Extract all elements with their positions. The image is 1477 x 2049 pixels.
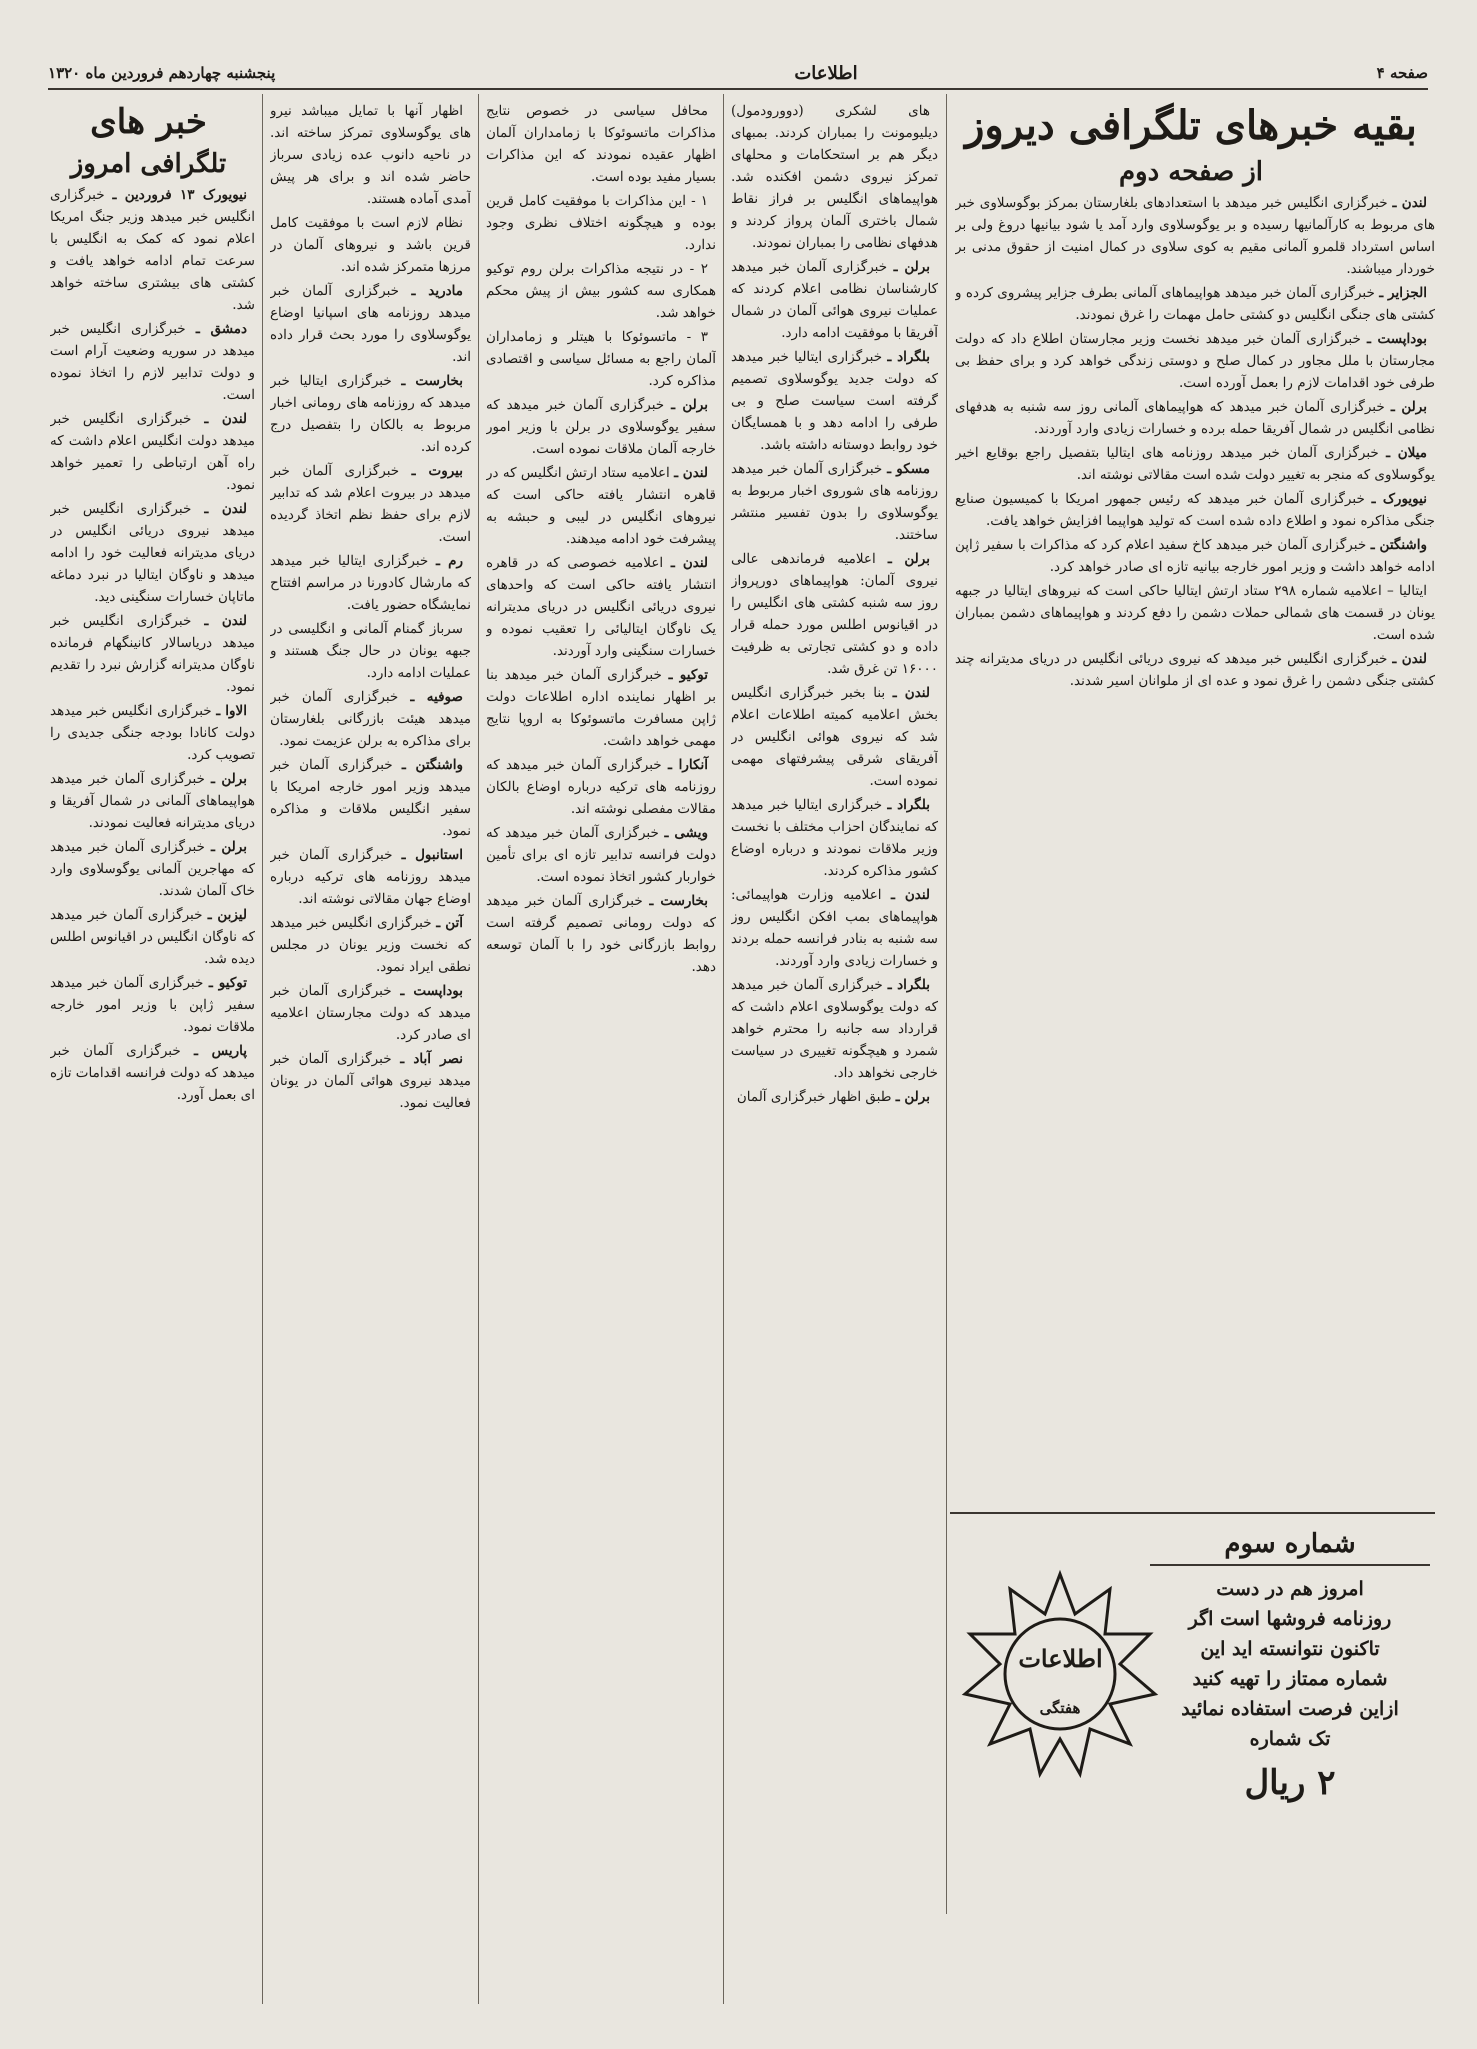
- dateline: آتن ـ: [436, 915, 463, 931]
- news-item: بیروت ـ خبرگزاری آلمان خبر میدهد در بیروت اعلام شد که تدابیر لازم برای حفظ نظم اتخاذ گردیده است.: [270, 463, 471, 545]
- news-item: لیزبن ـ خبرگزاری آلمان خبر میدهد که ناوگان انگلیس در اقیانوس اطلس دیده شد.: [50, 907, 255, 967]
- news-item: بوداپست ـ خبرگزاری آلمان خبر میدهد نخست وزیر مجارستان اطلاع داد که دولت مجارستان با ملل مجاور در کمال صلح و دوستی زندگی خواهد کرد و برای حفظ بی طرفی خود اقدامات لازم را بعمل آورده است.: [955, 331, 1435, 391]
- news-item: برلن ـ خبرگزاری آلمان خبر میدهد که مهاجرین آلمانی یوگوسلاوی وارد خاک آلمان شدند.: [50, 839, 255, 899]
- dateline: میلان ـ: [1386, 445, 1427, 461]
- dateline: بوداپست ـ: [400, 983, 463, 999]
- news-item: برلن ـ خبرگزاری آلمان خبر میدهد کارشناسان نظامی اعلام کردند که عملیات نیروی هوائی آلمان در شمال آفریقا با موفقیت ادامه دارد.: [731, 259, 938, 341]
- news-item: برلن ـ خبرگزاری آلمان خبر میدهد که هواپیماهای آلمانی روز سه شنبه به هدفهای نظامی انگلیس در شمال آفریقا حمله برده و خسارات زیادی وارد آوردند.: [955, 399, 1435, 437]
- dateline: واشنگتن ـ: [1370, 537, 1428, 553]
- dateline: بیروت ـ: [411, 463, 463, 479]
- dateline: بخارست ـ: [649, 893, 709, 909]
- news-item: لندن ـ اعلامیه وزارت هواپیمائی: هواپیماهای بمب افکن انگلیس روز سه شنبه به بنادر فرانسه حمله بردند و خسارات زیادی وارد آوردند.: [731, 887, 938, 969]
- dateline: برلن ـ: [893, 259, 930, 275]
- subheadline: از صفحه دوم: [1118, 157, 1264, 187]
- ad-price: ۲ ریال: [1244, 1763, 1336, 1803]
- ad-line: تاکنون نتوانسته اید این: [1200, 1638, 1380, 1660]
- news-item: نیویورک ـ خبرگزاری آلمان خبر میدهد که رئیس جمهور امریکا با کمیسیون صنایع جنگی مذاکره نمود و اطلاع داده شده است که تولید هواپیما افزایش خواهد یافت.: [955, 491, 1435, 529]
- dateline: لندن ـ: [204, 613, 248, 629]
- news-item: دمشق ـ خبرگزاری انگلیس خبر میدهد در سوریه وضعیت آرام است و دولت تدابیر لازم را اتخاذ نموده است.: [50, 321, 255, 403]
- news-item: آنکارا ـ خبرگزاری آلمان خبر میدهد که روزنامه های ترکیه درباره اوضاع بالکان مقالات مفصلی نوشته اند.: [486, 757, 716, 817]
- column-rule: [478, 94, 479, 2004]
- dateline: آنکارا ـ: [667, 757, 708, 773]
- news-item: لندن ـ خبرگزاری انگلیس خبر میدهد که نیروی دریائی انگلیس در دریای مدیترانه چند کشتی جنگی دشمن را غرق نمود و عده ای از ملوانان اسیر شدند.: [955, 651, 1435, 689]
- news-item: برلن ـ خبرگزاری آلمان خبر میدهد که سفیر یوگوسلاوی در برلن با وزیر امور خارجه آلمان ملاقات نموده است.: [486, 397, 716, 457]
- news-item: مادرید ـ خبرگزاری آلمان خبر میدهد روزنامه های اسپانیا اوضاع یوگوسلاوی را مورد بحث قرار داده اند.: [270, 283, 471, 365]
- news-item: های لشکری (دوورودمول) دیلیومونت را بمباران کردند. بمبهای دیگر هم بر استحکامات و محلهای تمرکز نیروی دشمن افکنده شد. هواپیماهای انگلیس بر فراز نقاط شمال باختری آلمان پرواز کردند و هدفهای نظامی را بمباران نمودند.: [731, 103, 938, 251]
- column-4: [270, 100, 471, 2005]
- dateline: بلگراد ـ: [887, 349, 930, 365]
- news-item: پاریس ـ خبرگزاری آلمان خبر میدهد که دولت فرانسه اقدامات تازه ای بعمل آورد.: [50, 1043, 255, 1103]
- headline: خبر های: [90, 102, 207, 142]
- news-item: بخارست ـ خبرگزاری ایتالیا خبر میدهد که روزنامه های رومانی اخبار مربوط به بالکان را بتفصیل درج کرده اند.: [270, 373, 471, 455]
- news-item: میلان ـ خبرگزاری آلمان خبر میدهد روزنامه های ایتالیا بتفصیل راجع بوقایع اخیر یوگوسلاوی که منجر به تغییر دولت شده است مقالاتی نوشته اند.: [955, 445, 1435, 483]
- dateline: توکیو ـ: [208, 975, 247, 991]
- ad-line: شماره ممتاز را تهیه کنید: [1192, 1668, 1388, 1690]
- news-item: ۲ - در نتیجه مذاکرات برلن روم توکیو همکاری سه کشور بیش از پیش محکم خواهد شد.: [486, 261, 716, 321]
- dateline: الاوا ـ: [216, 703, 248, 719]
- dateline: لندن ـ: [1392, 651, 1427, 667]
- column-5: [50, 100, 255, 2005]
- masthead: [48, 58, 1428, 90]
- news-item: اظهار آنها با تمایل میباشد نیرو های یوگوسلاوی تمرکز ساخته اند. در ناحیه دانوب عده زیادی سرباز حاضر شده اند و برای هر پیش آمدی آماده هستند.: [270, 103, 471, 207]
- logo-word: اطلاعات: [1018, 1644, 1103, 1673]
- page-number: صفحه ۴: [1376, 64, 1428, 82]
- dateline: توکیو ـ: [668, 667, 708, 683]
- column-rule: [723, 94, 724, 2004]
- dateline: صوفیه ـ: [410, 689, 463, 705]
- news-item: ۳ - ماتسوئوکا با هیتلر و زمامداران آلمان راجع به مسائل سیاسی و اقتصادی مذاکره کرد.: [486, 329, 716, 389]
- news-item: لندن ـ خبرگزاری انگلیس خبر میدهد نیروی دریائی انگلیس در دریای مدیترانه فعالیت خود را ادامه میدهد و ناوگان ایتالیا در نبرد دماغه ماتاپان خسارات سنگینی دید.: [50, 501, 255, 605]
- dateline: برلن ـ: [210, 771, 247, 787]
- news-item: برلن ـ طبق اظهار خبرگزاری آلمان: [736, 1089, 930, 1105]
- dateline: الجزایر ـ: [1379, 285, 1427, 301]
- dateline: لندن ـ: [890, 887, 931, 903]
- dateline: برلن ـ: [1390, 399, 1427, 415]
- dateline: مادرید ـ: [411, 283, 464, 299]
- news-item: ۱ - این مذاکرات با موفقیت کامل قرین بوده و هیچگونه اختلاف نظری وجود ندارد.: [486, 193, 716, 253]
- news-item: توکیو ـ خبرگزاری آلمان خبر میدهد بنا بر اظهار نماینده اداره اطلاعات دولت ژاپن مسافرت ماتسوئوکا به اروپا نتایج مهمی خواهد داشت.: [486, 667, 716, 749]
- dateline: بخارست ـ: [401, 373, 464, 389]
- news-item: لندن ـ خبرگزاری انگلیس خبر میدهد دریاسالار کانینگهام فرمانده ناوگان مدیترانه گزارش نبرد را تقدیم نمود.: [50, 613, 255, 695]
- news-item: لندن ـ خبرگزاری انگلیس خبر میدهد دولت انگلیس اعلام داشت که راه آهن ارتباطی را تعمیر خواهد نمود.: [50, 411, 255, 493]
- ad-line: روزنامه فروشها است اگر: [1188, 1608, 1392, 1630]
- dateline: لندن ـ: [1392, 195, 1427, 211]
- logo-sub: هفتگی: [1039, 1699, 1081, 1717]
- news-item: سرباز گمنام آلمانی و انگلیسی در جبهه یونان در حال جنگ هستند و عملیات ادامه دارد.: [270, 621, 471, 681]
- news-item: لندن ـ اعلامیه خصوصی که در قاهره انتشار یافته حاکی است که واحدهای نیروی دریائی انگلیس در دریای مدیترانه یک ناوگان ایتالیائی را تعقیب نموده و خسارات سنگینی وارد آوردند.: [486, 555, 716, 659]
- news-item: واشنگتن ـ خبرگزاری آلمان خبر میدهد وزیر امور خارجه امریکا با سفیر انگلیس ملاقات و مذاکره نمود.: [270, 757, 471, 839]
- dateline: رم ـ: [436, 553, 463, 569]
- news-item: بوداپست ـ خبرگزاری آلمان خبر میدهد که دولت مجارستان اعلامیه ای صادر کرد.: [270, 983, 471, 1043]
- sun-logo-icon: [960, 1554, 1160, 1914]
- news-item: لندن ـ اعلامیه ستاد ارتش انگلیس که در قاهره انتشار یافته حاکی است که نیروهای انگلیس در لیبی و حبشه به پیشرفت خود ادامه میدهند.: [486, 465, 716, 547]
- news-item: نیویورک ۱۳ فروردین ـ خبرگزاری انگلیس خبر میدهد وزیر جنگ امریکا اعلام نمود که کمک به انگلیس با سرعت تمام ادامه خواهد یافت و کشتی های بیشتری ساخته خواهد شد.: [50, 187, 255, 313]
- dateline: لیزبن ـ: [207, 907, 247, 923]
- ad-line: ازاین فرصت استفاده نمائید: [1181, 1698, 1399, 1720]
- news-item: توکیو ـ خبرگزاری آلمان خبر میدهد سفیر ژاپن با وزیر امور خارجه ملاقات نمود.: [50, 975, 255, 1035]
- ad-title: شماره سوم: [1150, 1524, 1430, 1566]
- dateline: بوداپست ـ: [1366, 331, 1427, 347]
- dateline: استانبول ـ: [401, 847, 463, 863]
- dateline: لندن ـ: [670, 555, 709, 571]
- dateline: مسکو ـ: [887, 461, 930, 477]
- news-item: مسکو ـ خبرگزاری آلمان خبر میدهد روزنامه های شوروی اخبار مربوط به یوگوسلاوی را بدون تفسیر منتشر ساختند.: [731, 461, 938, 543]
- ad-text-block: [1150, 1524, 1430, 1806]
- dateline: لندن ـ: [204, 501, 248, 517]
- date-line: پنجشنبه چهاردهم فروردین ماه ۱۳۲۰: [48, 64, 276, 82]
- dateline: لندن ـ: [674, 465, 708, 481]
- headline: بقیه خبرهای تلگرافی دیروز: [965, 102, 1417, 149]
- column-3: [486, 100, 716, 2005]
- ad-line: تک شماره: [1249, 1728, 1331, 1750]
- dateline: دمشق ـ: [195, 321, 247, 337]
- dateline: واشنگتن ـ: [401, 757, 463, 773]
- news-item: محافل سیاسی در خصوص نتایج مذاکرات ماتسوئوکا با زمامداران آلمان اظهار عقیده نمودند که این مذاکرات بسیار مفید بوده است.: [486, 103, 716, 185]
- news-item: بخارست ـ خبرگزاری آلمان خبر میدهد که دولت رومانی تصمیم گرفته است روابط بازرگانی خود را با آلمان توسعه دهد.: [486, 893, 716, 975]
- column-rule: [946, 94, 947, 1914]
- dateline: ویشی ـ: [664, 825, 708, 841]
- news-item: بلگراد ـ خبرگزاری ایتالیا خبر میدهد که نمایندگان احزاب مختلف با نخست وزیر ملاقات نمودند و درباره اوضاع کشور مذاکره کردند.: [731, 797, 938, 879]
- dateline: نیویورک ۱۳ فروردین ـ: [112, 187, 248, 203]
- news-item: نظام لازم است با موفقیت کامل قرین باشد و نیروهای آلمان در مرزها متمرکز شده اند.: [270, 215, 471, 275]
- column-1: [955, 100, 1435, 1505]
- news-item: لندن ـ بنا بخبر خبرگزاری انگلیس بخش اعلامیه کمیته اطلاعات اعلام شد که نیروی هوائی انگلیس در آفریقای شرقی پیشرفتهای مهمی نموده است.: [731, 685, 938, 789]
- paper-name: اطلاعات: [794, 62, 858, 84]
- dateline: برلن ـ: [210, 839, 247, 855]
- headline: تلگرافی امروز: [70, 149, 227, 179]
- ad-line: امروز هم در دست: [1216, 1578, 1364, 1600]
- dateline: نیویورک ـ: [1371, 491, 1427, 507]
- news-item: لندن ـ خبرگزاری انگلیس خبر میدهد با استعدادهای بلغارستان بمرکز بوگوسلاوی خبر های مربوط به کارآلمانیها رسیده و بر یوگوسلاوی وارد آمد یا شود بیانیها دروغ ولی بر اساس استرداد قلمرو آلمانی مقیم به کوی سلاوی در کمال امنیت از حقوق مدنی بر خوردار میباشند.: [955, 195, 1435, 277]
- news-item: استانبول ـ خبرگزاری آلمان خبر میدهد روزنامه های ترکیه درباره اوضاع جهان مقالاتی نوشته اند.: [270, 847, 471, 907]
- column-2: [731, 100, 938, 2005]
- news-item: برلن ـ خبرگزاری آلمان خبر میدهد هواپیماهای آلمانی در شمال آفریقا و دریای مدیترانه فعالیت نمودند.: [50, 771, 255, 831]
- weekly-advertisement: [950, 1512, 1435, 1924]
- dateline: پاریس ـ: [193, 1043, 247, 1059]
- news-item: آتن ـ خبرگزاری انگلیس خبر میدهد که نخست وزیر یونان در مجلس نطقی ایراد نمود.: [270, 915, 471, 975]
- column-rule: [262, 94, 263, 2004]
- news-item: صوفیه ـ خبرگزاری آلمان خبر میدهد هیئت بازرگانی بلغارستان برای مذاکره به برلن عزیمت نمود.: [270, 689, 471, 749]
- news-item: بلگراد ـ خبرگزاری ایتالیا خبر میدهد که دولت جدید یوگوسلاوی تصمیم گرفته است سیاست صلح و بی طرفی را ادامه دهد و با همسایگان خود روابط دوستانه داشته باشد.: [731, 349, 938, 453]
- dateline: برلن ـ: [671, 397, 708, 413]
- news-item: رم ـ خبرگزاری ایتالیا خبر میدهد که مارشال کادورنا در مراسم افتتاح نمایشگاه حضور یافت.: [270, 553, 471, 613]
- dateline: بلگراد ـ: [887, 797, 930, 813]
- news-item: برلن ـ اعلامیه فرماندهی عالی نیروی آلمان: هواپیماهای دورپرواز روز سه شنبه کشتی های انگلیس را در اقیانوس اطلس مورد حمله قرار داده و دو کشتی تجارتی به ظرفیت ۱۶۰۰۰ تن غرق شد.: [731, 551, 938, 677]
- news-item: ایتالیا – اعلامیه شماره ۲۹۸ ستاد ارتش ایتالیا حاکی است که نیروهای ایتالیا در جبهه یونان در قسمت های شمالی حملات دشمن را دفع کردند و هواپیماهای دشمن بمباران شده است.: [955, 583, 1435, 643]
- news-item: الجزایر ـ خبرگزاری آلمان خبر میدهد هواپیماهای آلمانی بطرف جزایر پیشروی کرده و کشتی های جنگی انگلیس دو کشتی حامل مهمات را غرق نمودند.: [955, 285, 1435, 323]
- news-item: الاوا ـ خبرگزاری انگلیس خبر میدهد دولت کانادا بودجه جنگی جدیدی را تصویب کرد.: [50, 703, 255, 763]
- dateline: نصر آباد ـ: [400, 1051, 464, 1067]
- dateline: لندن ـ: [892, 685, 930, 701]
- dateline: برلن ـ: [887, 551, 930, 567]
- dateline: بلگراد ـ: [887, 977, 930, 993]
- news-item: بلگراد ـ خبرگزاری آلمان خبر میدهد که دولت یوگوسلاوی اعلام داشت که قرارداد سه جانبه را محترم خواهد شمرد و هیچگونه تغییری در سیاست خارجی نخواهد داد.: [731, 977, 938, 1081]
- news-item: ویشی ـ خبرگزاری آلمان خبر میدهد که دولت فرانسه تدابیر تازه ای برای تأمین خواربار کشور اتخاذ نموده است.: [486, 825, 716, 885]
- news-item: واشنگتن ـ خبرگزاری آلمان خبر میدهد کاخ سفید اعلام کرد که مذاکرات با سفیر ژاپن ادامه خواهد داشت و وزیر امور خارجه بیانیه تازه ای صادر خواهد کرد.: [955, 537, 1435, 575]
- news-item: نصر آباد ـ خبرگزاری آلمان خبر میدهد نیروی هوائی آلمان در یونان فعالیت نمود.: [270, 1051, 471, 1111]
- dateline: برلن ـ: [895, 1089, 930, 1105]
- dateline: لندن ـ: [204, 411, 248, 427]
